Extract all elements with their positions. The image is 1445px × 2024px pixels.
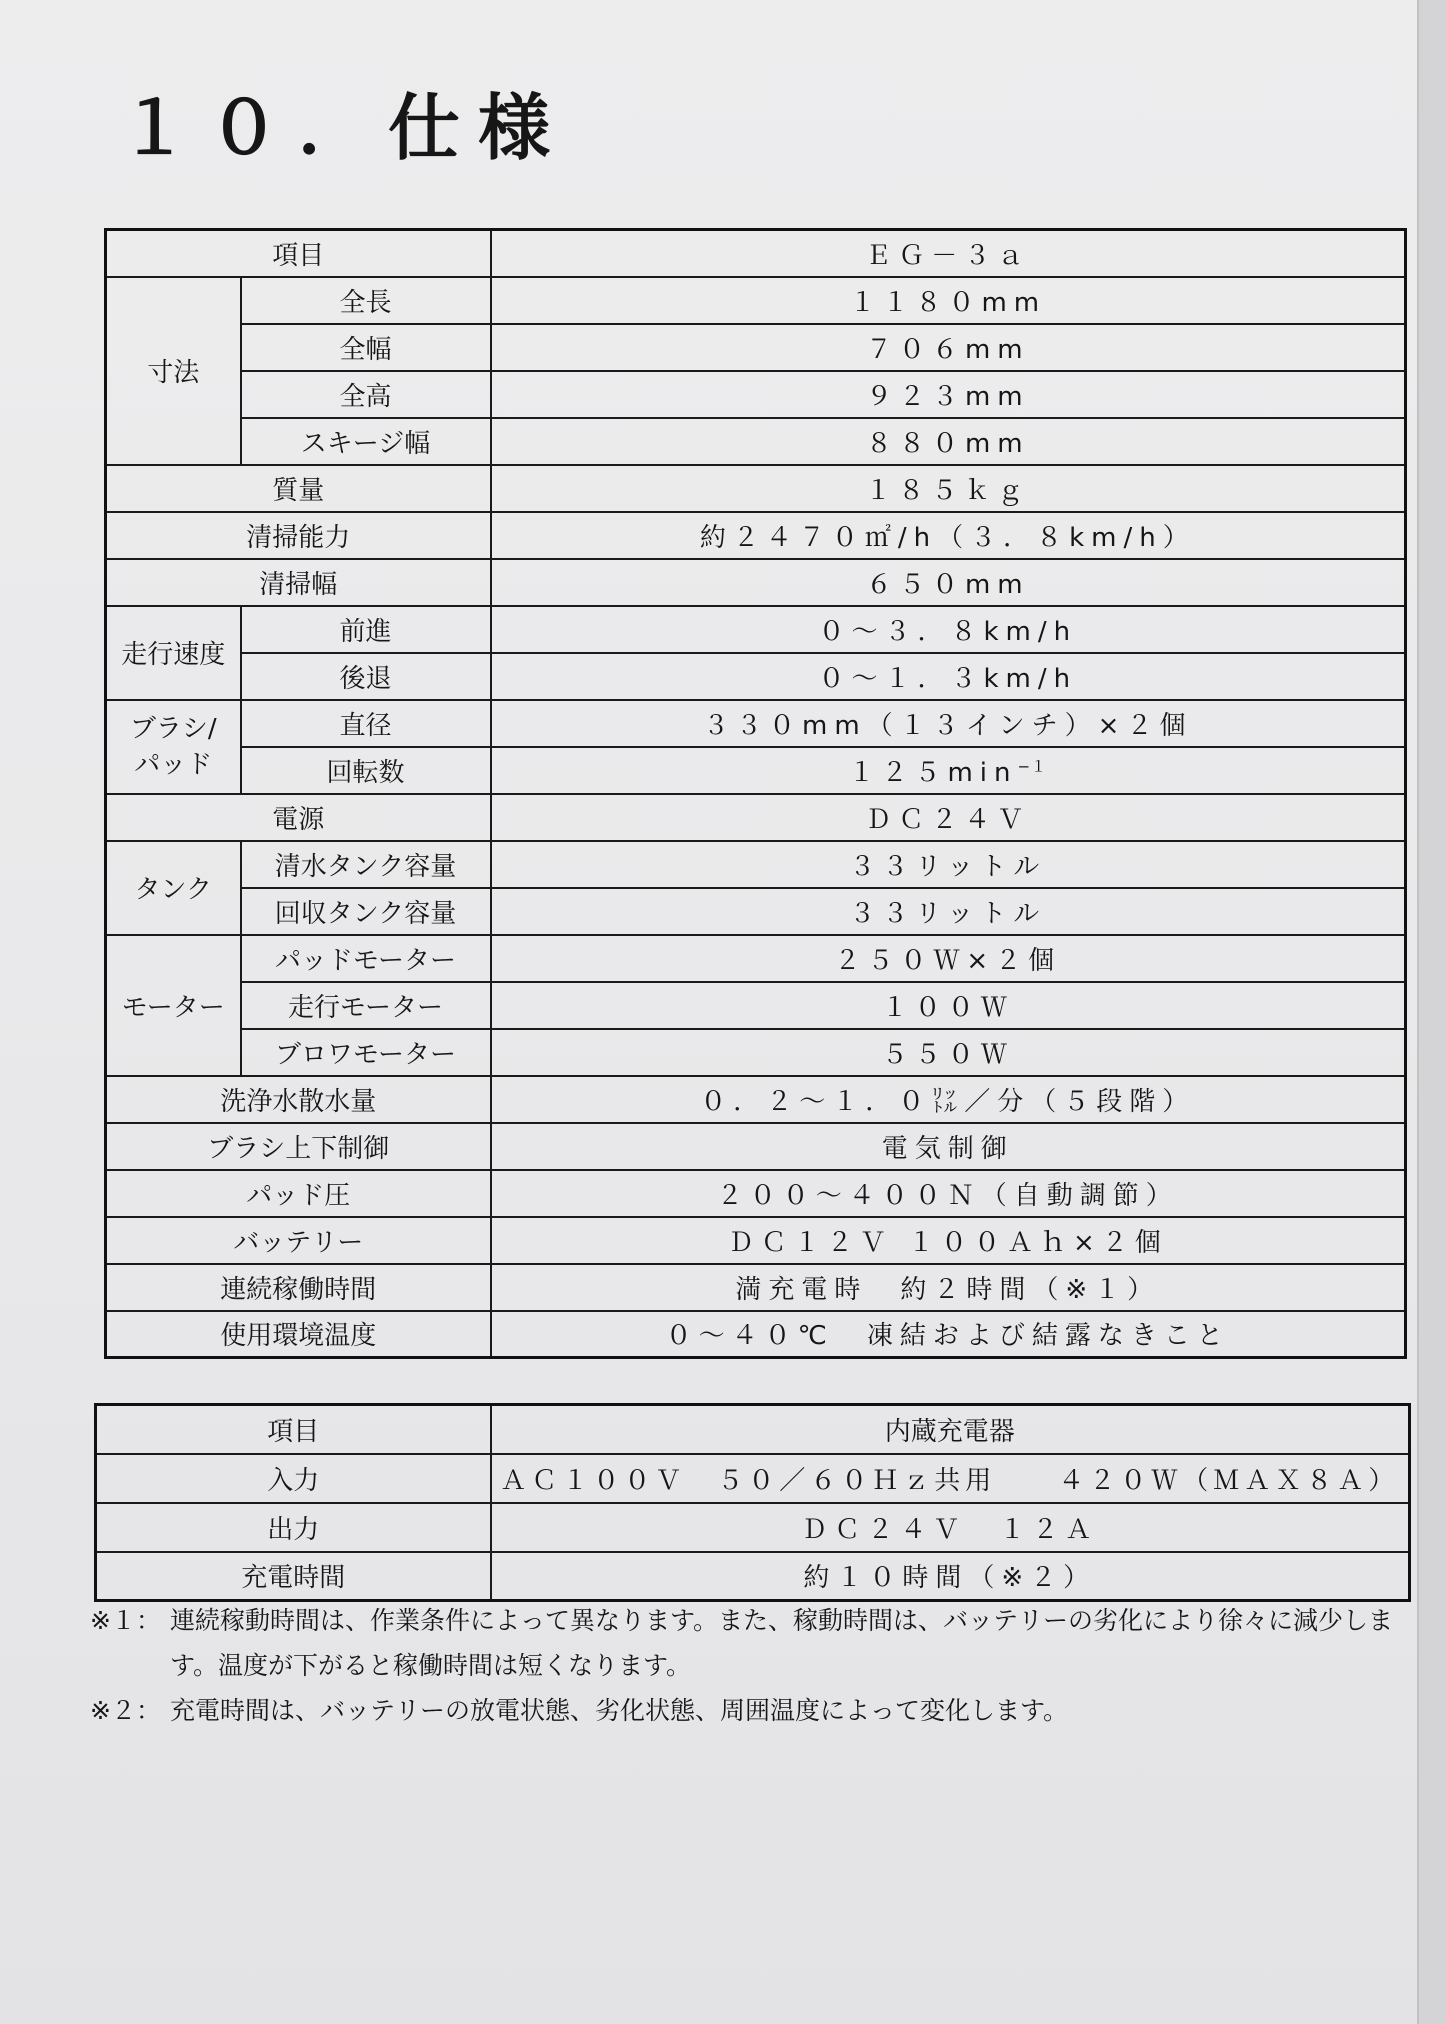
row-value: １８５ｋｇ xyxy=(491,465,1406,512)
group-label-brush-pad xyxy=(106,700,241,794)
row-label: 電源 xyxy=(106,794,491,841)
row-label: 回収タンク容量 xyxy=(241,888,491,935)
row-label: 入力 xyxy=(96,1454,491,1503)
table-row xyxy=(106,888,1406,935)
row-label: 回転数 xyxy=(241,747,491,794)
row-label: パッド圧 xyxy=(106,1170,491,1217)
header-model-cell: 内蔵充電器 xyxy=(491,1405,1410,1454)
table-row xyxy=(106,982,1406,1029)
row-label: 全長 xyxy=(241,277,491,324)
row-label: ブラシ上下制御 xyxy=(106,1123,491,1170)
table-row xyxy=(106,841,1406,888)
spec-table xyxy=(104,228,1407,1359)
row-label: ブロワモーター xyxy=(241,1029,491,1076)
footnote-2 xyxy=(90,1688,1410,1733)
table-row xyxy=(106,559,1406,606)
row-value-cell xyxy=(491,747,1406,794)
table-row xyxy=(106,1029,1406,1076)
group-label-travel-speed: 走行速度 xyxy=(106,606,241,700)
header-item-cell: 項目 xyxy=(96,1405,491,1454)
table-row xyxy=(106,512,1406,559)
row-value: ２５０Ｗ×２個 xyxy=(491,935,1406,982)
row-value: 電気制御 xyxy=(491,1123,1406,1170)
footnotes xyxy=(90,1598,1410,1733)
row-label: 全高 xyxy=(241,371,491,418)
table-header-row xyxy=(106,230,1406,277)
row-value: ０～３．８km/h xyxy=(491,606,1406,653)
footnote-text: 連続稼動時間は、作業条件によって異なります。また、稼動時間は、バッテリーの劣化により徐々に減少します。温度が下がると稼働時間は短くなります。 xyxy=(170,1606,1394,1680)
row-value: ＤＣ２４Ｖ xyxy=(491,794,1406,841)
row-value: ３３０mm（１３インチ）×２個 xyxy=(491,700,1406,747)
row-label: 質量 xyxy=(106,465,491,512)
row-value: ８８０mm xyxy=(491,418,1406,465)
row-label: 清掃能力 xyxy=(106,512,491,559)
footnote-text: 充電時間は、バッテリーの放電状態、劣化状態、周囲温度によって変化します。 xyxy=(170,1696,1069,1725)
row-value: ６５０mm xyxy=(491,559,1406,606)
group-label-tank: タンク xyxy=(106,841,241,935)
row-label: 清掃幅 xyxy=(106,559,491,606)
table-row xyxy=(96,1552,1410,1601)
row-label: バッテリー xyxy=(106,1217,491,1264)
row-label: 前進 xyxy=(241,606,491,653)
row-value: ５５０Ｗ xyxy=(491,1029,1406,1076)
table-row xyxy=(106,277,1406,324)
row-label: 走行モーター xyxy=(241,982,491,1029)
row-value: ３３リットル xyxy=(491,888,1406,935)
next-page-edge xyxy=(1417,0,1445,2024)
row-value: 約２４７０㎡/h（３．８km/h） xyxy=(491,512,1406,559)
row-value: ２００～４００Ｎ（自動調節） xyxy=(491,1170,1406,1217)
table-row xyxy=(106,1217,1406,1264)
table-row xyxy=(106,794,1406,841)
row-label: 直径 xyxy=(241,700,491,747)
row-value: 約１０時間（※２） xyxy=(491,1552,1410,1601)
table-row xyxy=(106,418,1406,465)
rpm-value: １２５min xyxy=(848,757,1018,788)
table-row xyxy=(106,935,1406,982)
rpm-exponent: −１ xyxy=(1017,756,1048,775)
table-header-row xyxy=(96,1405,1410,1454)
table-row xyxy=(106,465,1406,512)
charger-spec-table xyxy=(94,1403,1411,1602)
row-label: 清水タンク容量 xyxy=(241,841,491,888)
table-row xyxy=(106,606,1406,653)
row-value: ＤＣ２４Ｖ １２Ａ xyxy=(491,1503,1410,1552)
table-row xyxy=(106,1264,1406,1311)
row-label: パッドモーター xyxy=(241,935,491,982)
row-value: 満充電時 約２時間（※１） xyxy=(491,1264,1406,1311)
row-label: 洗浄水散水量 xyxy=(106,1076,491,1123)
row-value: １００Ｗ xyxy=(491,982,1406,1029)
row-value: ０～１．３km/h xyxy=(491,653,1406,700)
table-row xyxy=(106,747,1406,794)
row-value: ９２３mm xyxy=(491,371,1406,418)
table-row xyxy=(106,1123,1406,1170)
table-row xyxy=(106,1170,1406,1217)
group-label-dimensions: 寸法 xyxy=(106,277,241,465)
row-label: スキージ幅 xyxy=(241,418,491,465)
page-title: １０．仕様 xyxy=(118,86,569,170)
group-label-motor: モーター xyxy=(106,935,241,1076)
table-row xyxy=(106,653,1406,700)
header-item-cell: 項目 xyxy=(106,230,491,277)
table-row xyxy=(106,324,1406,371)
row-value: １１８０mm xyxy=(491,277,1406,324)
row-label: 出力 xyxy=(96,1503,491,1552)
header-model-cell: ＥＧ－３ａ xyxy=(491,230,1406,277)
row-value: ＤＣ１２Ｖ １００Ａｈ×２個 xyxy=(491,1217,1406,1264)
row-label: 連続稼働時間 xyxy=(106,1264,491,1311)
row-label: 使用環境温度 xyxy=(106,1311,491,1358)
row-label: 全幅 xyxy=(241,324,491,371)
footnote-mark: ※１： xyxy=(90,1606,161,1635)
row-value: ０．２～１．０㍑／分（５段階） xyxy=(491,1076,1406,1123)
table-row xyxy=(106,371,1406,418)
table-row xyxy=(96,1454,1410,1503)
table-row xyxy=(106,1311,1406,1358)
footnote-mark: ※２： xyxy=(90,1696,161,1725)
table-row xyxy=(106,700,1406,747)
row-label: 充電時間 xyxy=(96,1552,491,1601)
row-value: ＡＣ１００Ｖ ５０／６０Ｈｚ共用 ４２０Ｗ（ＭＡＸ８Ａ） xyxy=(491,1454,1410,1503)
table-row xyxy=(106,1076,1406,1123)
group-label-line: ブラシ/ xyxy=(129,713,217,744)
row-label: 後退 xyxy=(241,653,491,700)
footnote-1 xyxy=(90,1598,1410,1688)
row-value: ３３リットル xyxy=(491,841,1406,888)
row-value: ０～４０℃ 凍結および結露なきこと xyxy=(491,1311,1406,1358)
group-label-line: パッド xyxy=(134,749,213,780)
row-value: ７０６mm xyxy=(491,324,1406,371)
table-row xyxy=(96,1503,1410,1552)
